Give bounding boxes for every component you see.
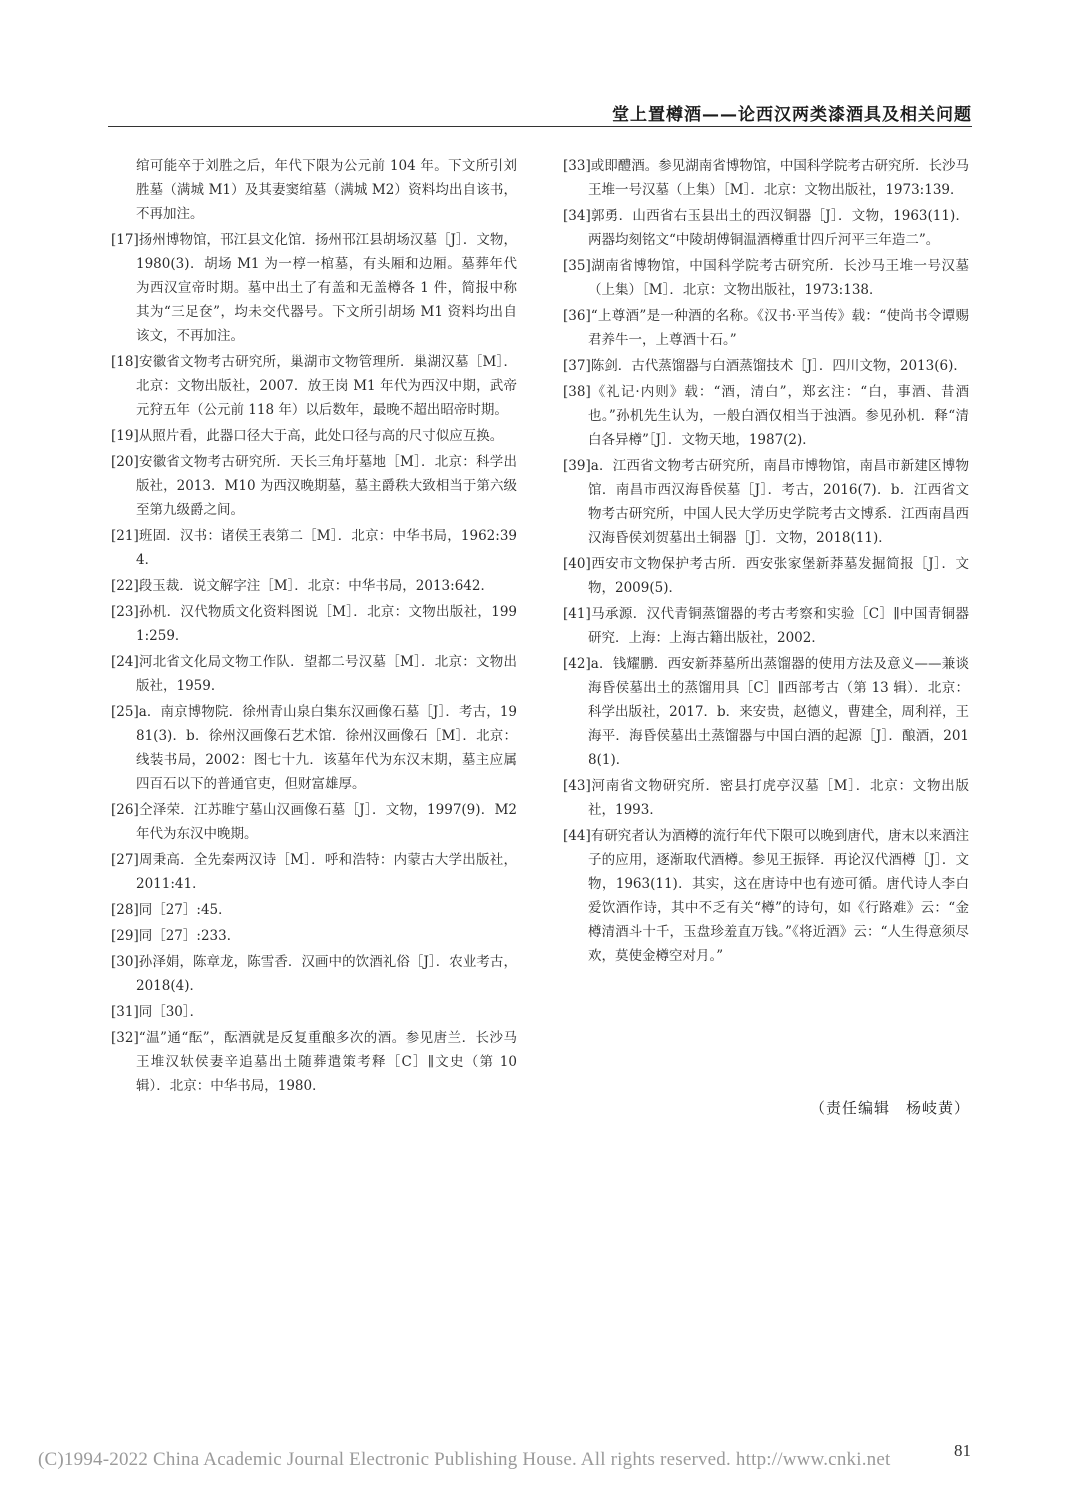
- reference-text: 孙泽娟，陈章龙，陈雪香．汉画中的饮酒礼俗［J］．农业考古，2018(4)．: [136, 954, 517, 994]
- reference-text: 扬州博物馆，邗江县文化馆．扬州邗江县胡场汉墓［J］．文物，1980(3)．胡场 M1 为一椁一棺墓，有头厢和边厢。墓葬年代为西汉宣帝时期。墓中出土了有盖和无盖樽各 1 件，简报中称其为“三足奁”，均未交代器号。下文所引胡场 M1 资料均出自该文，不再加注。: [136, 232, 517, 344]
- reference-item: [563, 254, 969, 302]
- reference-text: 段玉裁．说文解字注［M］．北京：中华书局，2013:642．: [138, 578, 494, 594]
- reference-item: [111, 154, 517, 226]
- reference-item: [111, 350, 517, 422]
- reference-item: [111, 228, 517, 348]
- reference-label: [28]: [111, 902, 139, 918]
- reference-text: 同［27］:233．: [138, 928, 241, 944]
- reference-item: [563, 774, 969, 822]
- reference-label: [37]: [563, 358, 591, 374]
- reference-label: [25]: [111, 704, 139, 720]
- reference-item: [111, 700, 517, 796]
- reference-item: [563, 602, 969, 650]
- reference-item: [563, 824, 969, 968]
- responsible-editor: （责任编辑 杨岐黄）: [809, 1099, 970, 1117]
- reference-item: [563, 304, 969, 352]
- reference-item: [111, 574, 517, 598]
- reference-item: [111, 650, 517, 698]
- reference-text: a．南京博物院．徐州青山泉白集东汉画像石墓［J］．考古，1981(3)．b．徐州汉画像石艺术馆．徐州汉画像石［M］．北京：线装书局，2002：图七十九．该墓年代为东汉末期，墓主应属四百石以下的普通官吏，但财富雄厚。: [136, 704, 517, 792]
- reference-label: [20]: [111, 454, 139, 470]
- reference-text: 湖南省博物馆，中国科学院考古研究所．长沙马王堆一号汉墓（上集）［M］．北京：文物出版社，1973:138．: [588, 258, 969, 298]
- reference-text: 河北省文化局文物工作队．望都二号汉墓［M］．北京：文物出版社，1959．: [136, 654, 517, 694]
- reference-item: [111, 450, 517, 522]
- reference-text: 或即醴酒。参见湖南省博物馆，中国科学院考古研究所．长沙马王堆一号汉墓（上集）［M］．北京：文物出版社，1973:139．: [588, 158, 969, 198]
- running-header-title: 堂上置樽酒——论西汉两类漆酒具及相关问题: [612, 105, 972, 125]
- reference-item: [563, 454, 969, 550]
- reference-text: “温”通“酝”，酝酒就是反复重酿多次的酒。参见唐兰．长沙马王堆汉轪侯妻辛追墓出土随葬遣策考释［C］∥文史（第 10 辑）．北京：中华书局，1980．: [136, 1030, 517, 1094]
- reference-label: [29]: [111, 928, 139, 944]
- reference-text: 孙机．汉代物质文化资料图说［M］．北京：文物出版社，1991:259．: [136, 604, 517, 644]
- reference-label: [44]: [563, 828, 591, 844]
- reference-item: [111, 950, 517, 998]
- reference-label: [19]: [111, 428, 139, 444]
- reference-label: [38]: [563, 384, 591, 400]
- reference-text: 班固．汉书：诸侯王表第二［M］．北京：中华书局，1962:394．: [136, 528, 517, 568]
- reference-label: [24]: [111, 654, 139, 670]
- copyright-footer: (C)1994-2022 China Academic Journal Electronic Publishing House. All rights reserved. http://www.cnki.net: [38, 1449, 891, 1470]
- reference-text: 马承源．汉代青铜蒸馏器的考古考察和实验［C］∥中国青铜器研究．上海：上海古籍出版社，2002．: [588, 606, 969, 646]
- reference-text: 西安市文物保护考古所．西安张家堡新莽墓发掘简报［J］．文物，2009(5)．: [588, 556, 969, 596]
- reference-label: [30]: [111, 954, 139, 970]
- reference-item: [563, 354, 969, 378]
- reference-text: 安徽省文物考古研究所，巢湖市文物管理所．巢湖汉墓［M］．北京：文物出版社，2007．放王岗 M1 年代为西汉中期，武帝元狩五年（公元前 118 年）以后数年，最晚不超出昭帝时期。: [136, 354, 517, 418]
- reference-item: [111, 1000, 517, 1024]
- header-rule: [108, 126, 972, 127]
- reference-label: [32]: [111, 1030, 139, 1046]
- reference-item: [563, 204, 969, 252]
- reference-label: [36]: [563, 308, 591, 324]
- reference-text: a．江西省文物考古研究所，南昌市博物馆，南昌市新建区博物馆．南昌市西汉海昏侯墓［J］．考古，2016(7)．b．江西省文物考古研究所，中国人民大学历史学院考古文博系．江西南昌西汉海昏侯刘贺墓出土铜器［J］．文物，2018(11)．: [588, 458, 969, 546]
- reference-text: 河南省文物研究所．密县打虎亭汉墓［M］．北京：文物出版社，1993．: [588, 778, 969, 818]
- reference-label: [31]: [111, 1004, 139, 1020]
- reference-item: [111, 524, 517, 572]
- reference-text: a．钱耀鹏．西安新莽墓所出蒸馏器的使用方法及意义——兼谈海昏侯墓出土的蒸馏用具［C］∥西部考古（第 13 辑）．北京：科学出版社，2017．b．来安贵，赵德义，曹建全，周利祥，王海平．海昏侯墓出土蒸馏器与中国白酒的起源［J］．酿酒，2018(1)．: [588, 656, 969, 768]
- reference-item: [563, 380, 969, 452]
- reference-text: 陈剑．古代蒸馏器与白酒蒸馏技术［J］．四川文物，2013(6)．: [590, 358, 967, 374]
- reference-text: 《礼记·内则》载：“酒，清白”，郑玄注：“白，事酒、昔酒也。”孙机先生认为，一般白酒仅相当于浊酒。参见孙机．释“清白各异樽”［J］．文物天地，1987(2)．: [588, 384, 969, 448]
- reference-text: “上尊酒”是一种酒的名称。《汉书·平当传》载：“使尚书令谭赐君养牛一，上尊酒十石。”: [588, 308, 969, 348]
- reference-label: [17]: [111, 232, 139, 248]
- reference-label: [33]: [563, 158, 591, 174]
- reference-item: [111, 600, 517, 648]
- page-number: 81: [954, 1441, 971, 1460]
- reference-label: [23]: [111, 604, 139, 620]
- reference-label: [42]: [563, 656, 591, 672]
- reference-text: 同［27］:45．: [138, 902, 232, 918]
- reference-label: [34]: [563, 208, 591, 224]
- reference-text: 郭勇．山西省右玉县出土的西汉铜器［J］．文物，1963(11)．两器均刻铭文“中陵胡傅铜温酒樽重廿四斤河平三年造二”。: [588, 208, 969, 248]
- reference-label: [21]: [111, 528, 139, 544]
- reference-item: [111, 424, 517, 448]
- reference-text: 绾可能卒于刘胜之后，年代下限为公元前 104 年。下文所引刘胜墓（满城 M1）及其妻窦绾墓（满城 M2）资料均出自该书，不再加注。: [136, 158, 517, 222]
- reference-label: [41]: [563, 606, 591, 622]
- reference-label: [26]: [111, 802, 139, 818]
- reference-text: 有研究者认为酒樽的流行年代下限可以晚到唐代，唐末以来酒注子的应用，逐渐取代酒樽。参见王振铎．再论汉代酒樽［J］．文物，1963(11)．其实，这在唐诗中也有迹可循。唐代诗人李白爱饮酒作诗，其中不乏有关“樽”的诗句，如《行路难》云：“金樽清酒斗十千，玉盘珍羞直万钱。”《将近酒》云：“人生得意须尽欢，莫使金樽空对月。”: [588, 828, 969, 964]
- reference-item: [563, 652, 969, 772]
- references-right-column: [563, 154, 969, 970]
- reference-text: 安徽省文物考古研究所．天长三角圩墓地［M］．北京：科学出版社，2013．M10 为西汉晚期墓，墓主爵秩大致相当于第六级至第九级爵之间。: [136, 454, 517, 518]
- reference-label: [43]: [563, 778, 591, 794]
- reference-text: 同［30］．: [138, 1004, 204, 1020]
- reference-label: [27]: [111, 852, 139, 868]
- reference-item: [111, 798, 517, 846]
- reference-label: [22]: [111, 578, 139, 594]
- reference-item: [111, 848, 517, 896]
- reference-label: [39]: [563, 458, 591, 474]
- reference-text: 仝泽荣．江苏睢宁墓山汉画像石墓［J］．文物，1997(9)．M2 年代为东汉中晚期。: [136, 802, 517, 842]
- reference-item: [111, 898, 517, 922]
- reference-label: [40]: [563, 556, 591, 572]
- reference-item: [111, 924, 517, 948]
- references-left-column: [111, 154, 517, 1100]
- reference-item: [563, 552, 969, 600]
- reference-text: 从照片看，此器口径大于高，此处口径与高的尺寸似应互换。: [138, 428, 504, 444]
- reference-label: [35]: [563, 258, 591, 274]
- reference-item: [111, 1026, 517, 1098]
- reference-text: 周秉高．全先秦两汉诗［M］．呼和浩特：内蒙古大学出版社，2011:41．: [136, 852, 517, 892]
- reference-item: [563, 154, 969, 202]
- reference-label: [18]: [111, 354, 139, 370]
